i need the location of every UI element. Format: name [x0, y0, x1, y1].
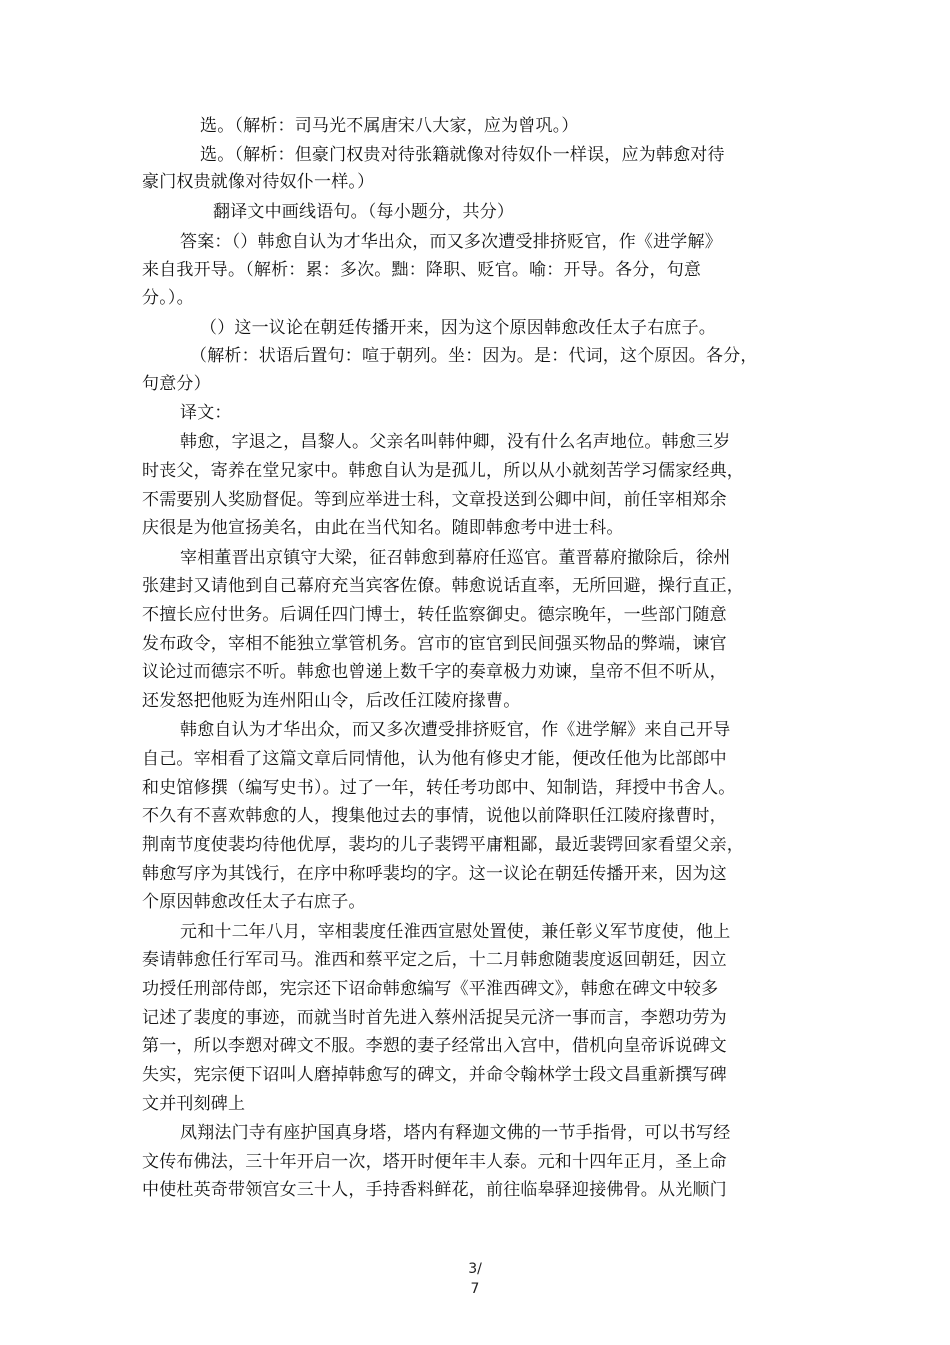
text-line: 庆很是为他宣扬美名，由此在当代知名。随即韩愈考中进士科。 — [142, 518, 624, 538]
text-line: 荆南节度使裴均待他优厚，裴均的儿子裴锷平庸粗鄙，最近裴锷回家看望父亲， — [142, 835, 744, 855]
text-line: 宰相董晋出京镇守大梁，征召韩愈到幕府任巡官。董晋幕府撤除后，徐州 — [180, 548, 731, 568]
text-line: 译文： — [180, 403, 232, 423]
text-line: 第一，所以李愬对碑文不服。李愬的妻子经常出入宫中，借机向皇帝诉说碑文 — [142, 1036, 727, 1056]
text-line: 句意分） — [142, 374, 211, 394]
text-line: （解析：状语后置句：喧于朝列。坐：因为。是：代词，这个原因。各分， — [190, 346, 758, 366]
text-line: 不擅长应付世务。后调任四门博士，转任监察御史。德宗晚年，一些部门随意 — [142, 605, 727, 625]
text-line: 选。（解析：司马光不属唐宋八大家，应为曾巩。） — [200, 116, 579, 136]
text-line: 选。（解析：但豪门权贵对待张籍就像对待奴仆一样误，应为韩愈对待 — [200, 145, 725, 165]
text-line: 自己。宰相看了这篇文章后同情他，认为他有修史才能，便改任他为比部郎中 — [142, 749, 727, 769]
page-number: 3/ — [468, 1261, 482, 1277]
text-line: 中使杜英奇带领宫女三十人，手持香料鲜花，前往临皋驿迎接佛骨。从光顺门 — [142, 1180, 727, 1200]
text-line: 发布政令，宰相不能独立掌管机务。宫市的宦官到民间强买物品的弊端，谏官 — [142, 634, 727, 654]
text-line: 分。）。 — [142, 288, 194, 308]
text-line: 韩愈，字退之，昌黎人。父亲名叫韩仲卿，没有什么名声地位。韩愈三岁 — [180, 432, 731, 452]
text-line: 豪门权贵就像对待奴仆一样。） — [142, 172, 375, 192]
text-line: 不久有不喜欢韩愈的人，搜集他过去的事情，说他以前降职任江陵府掾曹时， — [142, 806, 727, 826]
text-line: 文并刊刻碑上 — [142, 1094, 246, 1114]
text-line: 来自我开导。（解析：累：多次。黜：降职、贬官。喻：开导。各分，句意 — [142, 260, 702, 280]
text-line: 个原因韩愈改任太子右庶子。 — [142, 892, 366, 912]
text-line: 时丧父，寄养在堂兄家中。韩愈自认为是孤儿，所以从小就刻苦学习儒家经典， — [142, 461, 744, 481]
text-line: 凤翔法门寺有座护国真身塔，塔内有释迦文佛的一节手指骨，可以书写经 — [180, 1123, 731, 1143]
text-line: 答案：（）韩愈自认为才华出众，而又多次遭受排挤贬官，作《进学解》 — [180, 232, 722, 252]
text-line: 奏请韩愈任行军司马。淮西和蔡平定之后，十二月韩愈随裴度返回朝廷，因立 — [142, 950, 727, 970]
text-line: 功授任刑部侍郎，宪宗还下诏命韩愈编写《平淮西碑文》，韩愈在碑文中较多 — [142, 979, 719, 999]
text-line: 还发怒把他贬为连州阳山令，后改任江陵府掾曹。 — [142, 691, 521, 711]
text-line: 不需要别人奖励督促。等到应举进士科，文章投送到公卿中间，前任宰相郑余 — [142, 490, 727, 510]
text-line: （）这一议论在朝廷传播开来，因为这个原因韩愈改任太子右庶子。 — [200, 318, 716, 338]
text-line: 议论过而德宗不听。韩愈也曾递上数千字的奏章极力劝谏，皇帝不但不听从， — [142, 662, 727, 682]
text-line: 翻译文中画线语句。（每小题分，共分） — [213, 202, 515, 222]
page-total: 7 — [470, 1281, 480, 1297]
text-line: 失实，宪宗便下诏叫人磨掉韩愈写的碑文，并命令翰林学士段文昌重新撰写碑 — [142, 1065, 727, 1085]
text-line: 记述了裴度的事迹，而就当时首先进入蔡州活捉吴元济一事而言，李愬功劳为 — [142, 1008, 727, 1028]
text-line: 元和十二年八月，宰相裴度任淮西宣慰处置使，兼任彰义军节度使，他上 — [180, 922, 731, 942]
text-line: 和史馆修撰（编写史书）。过了一年，转任考功郎中、知制诰，拜授中书舍人。 — [142, 778, 736, 798]
text-line: 韩愈写序为其饯行，在序中称呼裴均的字。这一议论在朝廷传播开来，因为这 — [142, 864, 727, 884]
text-line: 韩愈自认为才华出众，而又多次遭受排挤贬官，作《进学解》来自己开导 — [180, 720, 731, 740]
text-line: 张建封又请他到自己幕府充当宾客佐僚。韩愈说话直率，无所回避，操行直正， — [142, 576, 744, 596]
text-line: 文传布佛法，三十年开启一次，塔开时便年丰人泰。元和十四年正月，圣上命 — [142, 1152, 727, 1172]
